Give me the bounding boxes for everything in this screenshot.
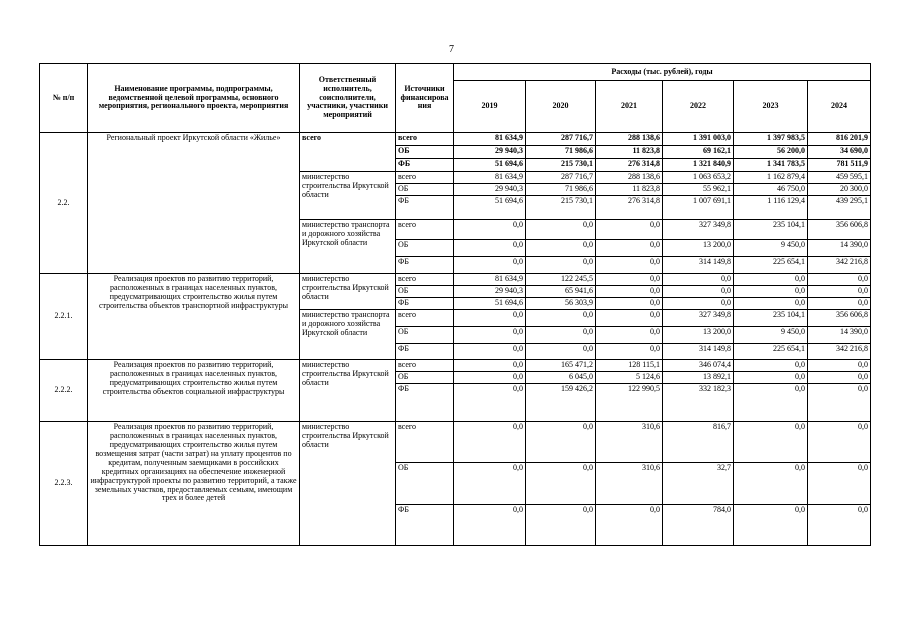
- amount-cell: 327 349,8: [663, 220, 734, 240]
- amount-cell: 81 634,9: [454, 172, 526, 184]
- header-source: Источники финансирова ния: [396, 64, 454, 133]
- funding-source: ФБ: [396, 297, 454, 309]
- header-name: Наименование программы, подпрограммы, ведомственной целевой программы, основного мероприятия, регионального проекта, мероприятия: [88, 64, 300, 133]
- amount-cell: 276 314,8: [596, 159, 663, 172]
- amount-cell: 0,0: [734, 371, 808, 383]
- executor-name: министерство транспорта и дорожного хозяйства Иркутской области: [300, 220, 396, 274]
- amount-cell: 0,0: [596, 309, 663, 326]
- amount-cell: 288 138,6: [596, 133, 663, 146]
- amount-cell: 342 216,8: [808, 343, 871, 359]
- amount-cell: 0,0: [596, 504, 663, 545]
- funding-source: ФБ: [396, 257, 454, 274]
- amount-cell: 346 074,4: [663, 359, 734, 371]
- amount-cell: 0,0: [596, 285, 663, 297]
- section-number: 2.2.2.: [40, 359, 88, 421]
- amount-cell: 128 115,1: [596, 359, 663, 371]
- amount-cell: 0,0: [596, 220, 663, 240]
- amount-cell: 816,7: [663, 421, 734, 462]
- amount-cell: 1 116 129,4: [734, 196, 808, 220]
- amount-cell: 81 634,9: [454, 274, 526, 286]
- amount-cell: 11 823,8: [596, 146, 663, 159]
- section-name: Реализация проектов по развитию территорий, расположенных в границах населенных пунктов, предусматривающих строительство жилья путем строительства объектов социальной инфраструктуры: [88, 359, 300, 421]
- amount-cell: 0,0: [734, 297, 808, 309]
- funding-source: ФБ: [396, 383, 454, 421]
- amount-cell: 0,0: [734, 285, 808, 297]
- amount-cell: 56 303,9: [526, 297, 596, 309]
- amount-cell: 0,0: [808, 297, 871, 309]
- year-header: 2021: [596, 81, 663, 133]
- amount-cell: 0,0: [526, 343, 596, 359]
- funding-source: всего: [396, 133, 454, 146]
- amount-cell: 310,6: [596, 421, 663, 462]
- table-row: [40, 133, 871, 146]
- amount-cell: 11 823,8: [596, 184, 663, 196]
- amount-cell: 122 245,5: [526, 274, 596, 286]
- amount-cell: 0,0: [454, 359, 526, 371]
- amount-cell: 0,0: [808, 504, 871, 545]
- funding-source: ОБ: [396, 326, 454, 343]
- amount-cell: 55 962,1: [663, 184, 734, 196]
- section-number: 2.2.3.: [40, 421, 88, 545]
- section-name: Реализация проектов по развитию территорий, расположенных в границах населенных пунктов, предусматривающих строительство жилья путем возмещения затрат (части затрат) на уплату процентов по кредитам, полученным заемщиками в российских кредитных организациях на обеспечение инженерной инфраструктурой проекты по развитию территорий, а также земельных участков, предоставляемых семьям, имеющим трех и более детей: [88, 421, 300, 545]
- amount-cell: 0,0: [526, 326, 596, 343]
- executor-name: министерство строительства Иркутской области: [300, 274, 396, 310]
- table-row: [40, 359, 871, 371]
- funding-source: ФБ: [396, 504, 454, 545]
- amount-cell: 165 471,2: [526, 359, 596, 371]
- amount-cell: 0,0: [526, 240, 596, 257]
- amount-cell: 784,0: [663, 504, 734, 545]
- amount-cell: 13 200,0: [663, 240, 734, 257]
- amount-cell: 34 690,0: [808, 146, 871, 159]
- amount-cell: 287 716,7: [526, 133, 596, 146]
- amount-cell: 0,0: [808, 371, 871, 383]
- amount-cell: 1 321 840,9: [663, 159, 734, 172]
- executor-name: министерство строительства Иркутской области: [300, 172, 396, 220]
- amount-cell: 29 940,3: [454, 184, 526, 196]
- amount-cell: 0,0: [454, 504, 526, 545]
- funding-source: ФБ: [396, 196, 454, 220]
- amount-cell: 0,0: [454, 326, 526, 343]
- amount-cell: 0,0: [808, 383, 871, 421]
- amount-cell: 215 730,1: [526, 196, 596, 220]
- amount-cell: 356 606,8: [808, 309, 871, 326]
- funding-source: всего: [396, 309, 454, 326]
- amount-cell: 816 201,9: [808, 133, 871, 146]
- table-row: [40, 421, 871, 462]
- amount-cell: 1 391 003,0: [663, 133, 734, 146]
- amount-cell: 287 716,7: [526, 172, 596, 184]
- amount-cell: 0,0: [734, 274, 808, 286]
- section-number: 2.2.: [40, 133, 88, 274]
- amount-cell: 332 182,3: [663, 383, 734, 421]
- amount-cell: 0,0: [596, 274, 663, 286]
- amount-cell: 14 390,0: [808, 240, 871, 257]
- executor-name: министерство строительства Иркутской области: [300, 359, 396, 421]
- executor-name: министерство транспорта и дорожного хозяйства Иркутской области: [300, 309, 396, 359]
- table-body: [40, 133, 871, 546]
- funding-source: ОБ: [396, 462, 454, 504]
- amount-cell: 327 349,8: [663, 309, 734, 326]
- amount-cell: 215 730,1: [526, 159, 596, 172]
- year-header: 2022: [663, 81, 734, 133]
- amount-cell: 13 200,0: [663, 326, 734, 343]
- amount-cell: 159 426,2: [526, 383, 596, 421]
- amount-cell: 20 300,0: [808, 184, 871, 196]
- amount-cell: 9 450,0: [734, 240, 808, 257]
- amount-cell: 71 986,6: [526, 146, 596, 159]
- amount-cell: 51 694,6: [454, 159, 526, 172]
- amount-cell: 0,0: [526, 309, 596, 326]
- amount-cell: 0,0: [526, 462, 596, 504]
- amount-cell: 0,0: [808, 462, 871, 504]
- amount-cell: 0,0: [808, 359, 871, 371]
- amount-cell: 310,6: [596, 462, 663, 504]
- header-expenses: Расходы (тыс. рублей), годы: [454, 64, 871, 81]
- amount-cell: 46 750,0: [734, 184, 808, 196]
- amount-cell: 0,0: [454, 240, 526, 257]
- year-header: 2019: [454, 81, 526, 133]
- amount-cell: 225 654,1: [734, 257, 808, 274]
- funding-source: ОБ: [396, 285, 454, 297]
- funding-source: всего: [396, 421, 454, 462]
- amount-cell: 29 940,3: [454, 285, 526, 297]
- amount-cell: 781 511,9: [808, 159, 871, 172]
- amount-cell: 1 162 879,4: [734, 172, 808, 184]
- amount-cell: 0,0: [454, 257, 526, 274]
- executor-name: всего: [300, 133, 396, 172]
- funding-source: ФБ: [396, 343, 454, 359]
- amount-cell: 0,0: [734, 504, 808, 545]
- year-header: 2023: [734, 81, 808, 133]
- amount-cell: 0,0: [454, 309, 526, 326]
- funding-source: ФБ: [396, 159, 454, 172]
- amount-cell: 276 314,8: [596, 196, 663, 220]
- amount-cell: 14 390,0: [808, 326, 871, 343]
- amount-cell: 0,0: [808, 274, 871, 286]
- amount-cell: 0,0: [734, 359, 808, 371]
- amount-cell: 288 138,6: [596, 172, 663, 184]
- amount-cell: 0,0: [734, 383, 808, 421]
- amount-cell: 0,0: [734, 462, 808, 504]
- amount-cell: 0,0: [808, 421, 871, 462]
- amount-cell: 225 654,1: [734, 343, 808, 359]
- amount-cell: 32,7: [663, 462, 734, 504]
- amount-cell: 0,0: [663, 285, 734, 297]
- funding-source: всего: [396, 274, 454, 286]
- funding-source: всего: [396, 359, 454, 371]
- table-row: [40, 274, 871, 286]
- amount-cell: 56 200,0: [734, 146, 808, 159]
- amount-cell: 235 104,1: [734, 309, 808, 326]
- amount-cell: 1 341 783,5: [734, 159, 808, 172]
- funding-source: ОБ: [396, 240, 454, 257]
- amount-cell: 1 007 691,1: [663, 196, 734, 220]
- year-header: 2024: [808, 81, 871, 133]
- amount-cell: 314 149,8: [663, 343, 734, 359]
- amount-cell: 0,0: [663, 297, 734, 309]
- amount-cell: 0,0: [596, 297, 663, 309]
- amount-cell: 0,0: [454, 220, 526, 240]
- amount-cell: 0,0: [808, 285, 871, 297]
- amount-cell: 9 450,0: [734, 326, 808, 343]
- amount-cell: 1 397 983,5: [734, 133, 808, 146]
- amount-cell: 6 045,0: [526, 371, 596, 383]
- amount-cell: 122 990,5: [596, 383, 663, 421]
- amount-cell: 0,0: [526, 257, 596, 274]
- amount-cell: 0,0: [454, 462, 526, 504]
- amount-cell: 69 162,1: [663, 146, 734, 159]
- executor-name: министерство строительства Иркутской области: [300, 421, 396, 545]
- amount-cell: 51 694,6: [454, 297, 526, 309]
- header-num: № п/п: [40, 64, 88, 133]
- amount-cell: 0,0: [596, 343, 663, 359]
- amount-cell: 1 063 653,2: [663, 172, 734, 184]
- amount-cell: 29 940,3: [454, 146, 526, 159]
- section-number: 2.2.1.: [40, 274, 88, 360]
- amount-cell: 0,0: [663, 274, 734, 286]
- amount-cell: 235 104,1: [734, 220, 808, 240]
- section-name: Реализация проектов по развитию территорий, расположенных в границах населенных пунктов, предусматривающих строительство жилья путем строительства объектов транспортной инфраструктуры: [88, 274, 300, 360]
- funding-source: ОБ: [396, 184, 454, 196]
- amount-cell: 0,0: [454, 383, 526, 421]
- amount-cell: 65 941,6: [526, 285, 596, 297]
- amount-cell: 0,0: [454, 371, 526, 383]
- amount-cell: 0,0: [526, 504, 596, 545]
- amount-cell: 356 606,8: [808, 220, 871, 240]
- amount-cell: 0,0: [526, 220, 596, 240]
- funding-source: всего: [396, 172, 454, 184]
- amount-cell: 314 149,8: [663, 257, 734, 274]
- amount-cell: 0,0: [454, 343, 526, 359]
- amount-cell: 71 986,6: [526, 184, 596, 196]
- amount-cell: 0,0: [596, 240, 663, 257]
- year-header: 2020: [526, 81, 596, 133]
- page-number: 7: [449, 44, 454, 55]
- amount-cell: 5 124,6: [596, 371, 663, 383]
- amount-cell: 81 634,9: [454, 133, 526, 146]
- amount-cell: 342 216,8: [808, 257, 871, 274]
- amount-cell: 0,0: [454, 421, 526, 462]
- amount-cell: 0,0: [526, 421, 596, 462]
- funding-source: ОБ: [396, 146, 454, 159]
- amount-cell: 439 295,1: [808, 196, 871, 220]
- amount-cell: 459 595,1: [808, 172, 871, 184]
- funding-source: ОБ: [396, 371, 454, 383]
- amount-cell: 13 892,1: [663, 371, 734, 383]
- budget-table: [39, 63, 871, 546]
- section-name: Региональный проект Иркутской области «Жилье»: [88, 133, 300, 274]
- amount-cell: 0,0: [596, 326, 663, 343]
- header-executor: Ответственный исполнитель, соисполнители, участники, участники мероприятий: [300, 64, 396, 133]
- funding-source: всего: [396, 220, 454, 240]
- amount-cell: 0,0: [734, 421, 808, 462]
- amount-cell: 51 694,6: [454, 196, 526, 220]
- amount-cell: 0,0: [596, 257, 663, 274]
